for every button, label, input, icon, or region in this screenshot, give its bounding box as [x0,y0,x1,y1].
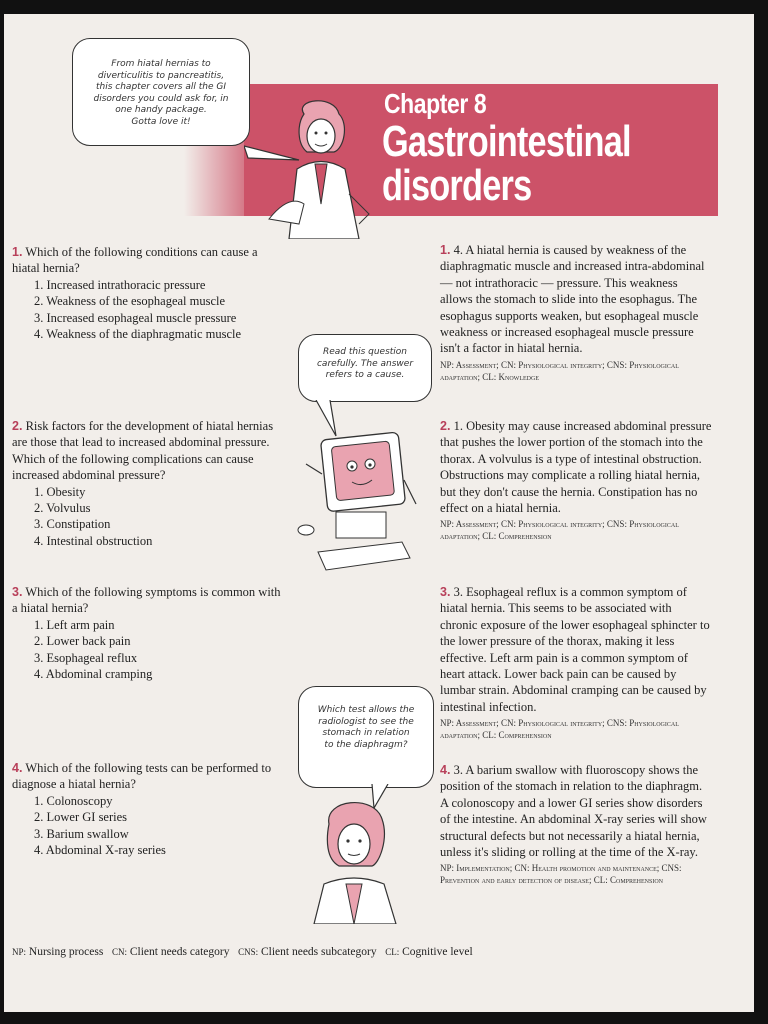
option-item: 1. Left arm pain [34,617,115,632]
option-item: 1. Increased intrathoracic pressure [34,277,206,292]
bubble-line: Gotta love it! [131,116,191,127]
question-number: 2. [12,419,23,433]
question-number: 4. [12,761,23,775]
answer-options [12,793,287,859]
answer-number: 2. [440,419,451,433]
answer-classification: NP: Assessment; CN: Physiological integrity; CNS: Physiological adaptation; CL: Knowledge [440,359,679,382]
answer-options [12,617,287,683]
legend-label: Nursing process [28,946,104,958]
option-item: 4. Abdominal cramping [34,667,153,682]
answer-rationale: 3. Esophageal reflux is a common symptom of hiatal hernia. This seems to be associated with chronic exposure of the lower esophageal sphincter to the lower pressure of the thorax, making it less effective. Left arm pain is a common symptom of heart attack. Lower back pain can be caused by lumbar strain. Abdominal cramping can be caused by intestinal infection. [440,585,710,714]
option-item: 1. Obesity [34,484,86,499]
teacher-cartoon-icon [259,94,379,239]
bubble-line: diverticulitis to pancreatitis, [97,70,225,81]
answer-options [12,277,287,343]
bubble-line: radiologist to see the [318,716,414,727]
chapter-title [382,117,631,210]
answer-1 [440,242,712,383]
question-1 [12,244,287,342]
book-page [4,14,754,1012]
question-4 [12,760,287,858]
answer-number: 1. [440,243,451,257]
bubble-line: refers to a cause. [325,370,405,380]
bubble-line: carefully. The answer [316,358,414,369]
option-item: 2. Volvulus [34,501,91,516]
legend-abbr: CNS: [238,947,259,957]
answer-rationale: 4. A hiatal hernia is caused by weakness of the diaphragmatic muscle and increased intra-abdominal — not intrathoracic — pressure. This weakness allows the stomach to slide into the esophagus. The esophagus supports weaken, but esophageal muscle weakness or increased esophageal muscle pressure isn't a factor in hiatal hernia. [440,243,705,356]
answer-rationale: 3. A barium swallow with fluoroscopy shows the position of the stomach in relation to the diaphragm. A colonoscopy and a lower GI series show disorders of the intestine. An abdominal X-ray series will show structural defects but not necessarily a hiatal hernia, unless it's sliding or rolling at the time of the X-ray. [440,763,707,860]
option-item: 3. Barium swallow [34,826,129,841]
option-item: 2. Lower back pain [34,634,131,649]
option-item: 4. Weakness of the diaphragmatic muscle [34,327,242,342]
bubble-line: to the diaphragm? [324,739,408,750]
answer-4 [440,762,712,886]
question-number: 3. [12,585,23,599]
answer-classification: NP: Assessment; CN: Physiological integrity; CNS: Physiological adaptation; CL: Comprehension [440,718,679,741]
option-item: 4. Abdominal X-ray series [34,843,166,858]
bubble-line: Which test allows the [317,705,415,715]
chapter-title-line2: disorders [382,161,532,210]
computer-cartoon-icon [292,424,422,574]
bubble-line: From hiatal hernias to [111,59,211,69]
bubble-line: this chapter covers all the GI [96,82,226,92]
legend-label: Client needs category [129,946,230,958]
question-number: 1. [12,245,23,259]
answer-number: 4. [440,763,451,777]
option-item: 3. Esophageal reflux [34,650,138,665]
legend-abbr: NP: [12,947,27,957]
intro-speech-bubble [72,38,250,146]
legend-abbr: CL: [385,947,400,957]
tip-speech-bubble-2 [298,686,434,788]
tip-speech-bubble-1 [298,334,432,402]
bubble-line: Read this question [322,347,408,357]
option-item: 4. Intestinal obstruction [34,533,153,548]
option-item: 3. Increased esophageal muscle pressure [34,310,237,325]
answer-3 [440,584,712,741]
bubble-line: disorders you could ask for, in [93,93,229,104]
question-stem: Which of the following symptoms is common with a hiatal hernia? [12,585,281,616]
answer-rationale: 1. Obesity may cause increased abdominal pressure that pushes the lower portion of the stomach into the thorax. A volvulus is a type of intestinal obstruction. Obstructions may complicate a rolling hiatal hernia, but they don't cause the hernia. Constipation has no effect on a hiatal hernia. [440,419,712,516]
option-item: 2. Weakness of the esophageal muscle [34,294,226,309]
answer-number: 3. [440,585,451,599]
legend-label: Client needs subcategory [260,946,377,958]
option-item: 3. Constipation [34,517,111,532]
chapter-number: Chapter 8 [384,88,487,119]
answer-2 [440,418,712,542]
chapter-title-line1: Gastrointestinal [382,117,631,166]
question-stem: Which of the following conditions can cause a hiatal hernia? [12,245,258,276]
legend-abbr: CN: [111,947,127,957]
answer-options [12,484,287,550]
bubble-line: one handy package. [115,105,207,115]
answer-classification: NP: Implementation; CN: Health promotion and maintenance; CNS: Prevention and early detection of disease; CL: Comprehension [440,863,682,886]
abbreviation-legend [12,946,473,958]
bubble-line: stomach in relation [322,728,410,738]
student-cartoon-icon [304,794,414,924]
option-item: 2. Lower GI series [34,810,128,825]
answer-classification: NP: Assessment; CN: Physiological integrity; CNS: Physiological adaptation; CL: Comprehension [440,519,679,542]
question-stem: Which of the following tests can be performed to diagnose a hiatal hernia? [12,761,272,792]
option-item: 1. Colonoscopy [34,793,113,808]
question-stem: Risk factors for the development of hiatal hernias are those that lead to increased abdominal pressure. Which of the following complications can cause increased abdominal pressure? [12,419,274,483]
question-3 [12,584,287,682]
legend-label: Cognitive level [402,946,473,958]
question-2 [12,418,287,549]
